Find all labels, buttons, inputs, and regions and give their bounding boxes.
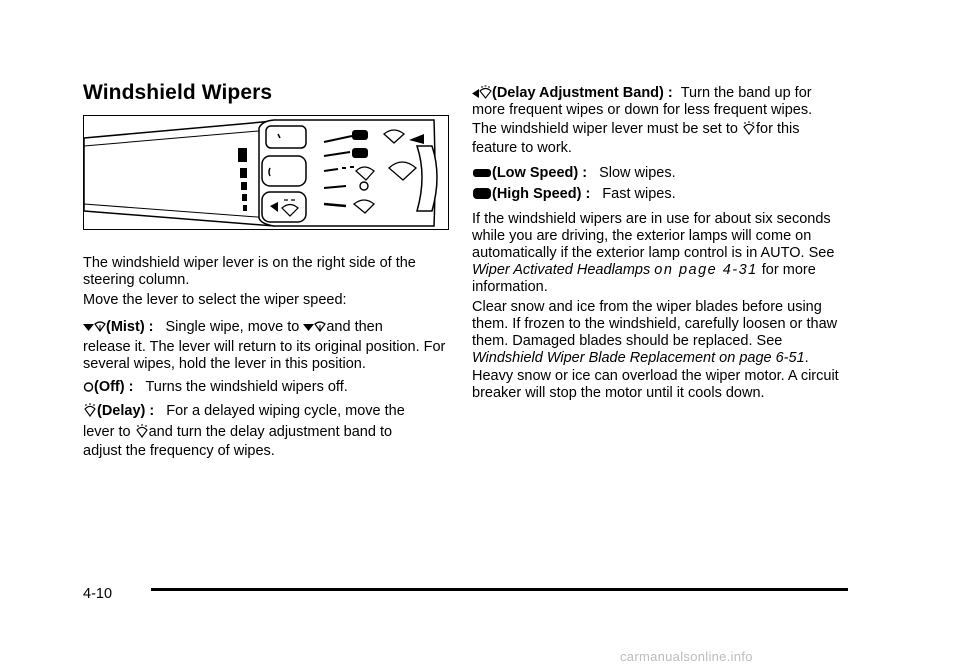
- delay-wiper-icon: [83, 403, 97, 422]
- low-speed-label: (Low Speed) :: [492, 165, 588, 181]
- delay-label: (Delay) :: [97, 403, 155, 419]
- band-text-b: more frequent wipes or down for less frequent wipes.: [472, 102, 813, 118]
- band-text-e: feature to work.: [472, 140, 572, 156]
- off-circle-icon: [83, 380, 94, 398]
- delay-wiper-icon-inline: [135, 424, 149, 443]
- mist-label: (Mist) :: [106, 319, 154, 335]
- mist-text-continued: release it. The lever will return to its original position. For several wipes, hold the lever in this position.: [83, 339, 446, 372]
- select-speed-paragraph: Move the lever to select the wiper speed:: [83, 292, 347, 308]
- delay-text-b: lever to: [83, 424, 131, 440]
- band-text-a: Turn the band up for: [680, 85, 812, 101]
- delay-item-line2: [83, 424, 451, 443]
- delay-item: [83, 403, 451, 422]
- band-label: (Delay Adjustment Band) :: [492, 85, 673, 101]
- snow-text: Clear snow and ice from the wiper blades before using them. If frozen to the windshield, carefully loosen or thaw them. Damaged blades should be replaced. See: [472, 299, 838, 349]
- high-speed-label: (High Speed) :: [492, 186, 591, 202]
- page-number: 4-10: [83, 586, 113, 602]
- heavy-snow-paragraph: Heavy snow or ice can overload the wiper motor. A circuit breaker will stop the motor until it cools down.: [472, 368, 839, 401]
- intro-paragraph: The windshield wiper lever is on the right side of the steering column.: [83, 255, 416, 288]
- band-note: [472, 121, 844, 140]
- off-label: (Off) :: [94, 379, 134, 395]
- auto-page-link[interactable]: on page 4-31: [654, 262, 758, 278]
- wiper-lever-drawing: [84, 116, 449, 230]
- auto-text: If the windshield wipers are in use for about six seconds while you are driving, the exterior lamps will come on automatically if the exterior lamp control is in AUTO.: [472, 211, 831, 261]
- low-speed-item: [472, 165, 844, 184]
- mist-wiper-icon: [94, 320, 106, 338]
- page-title: Windshield Wipers: [83, 81, 273, 104]
- off-item: [83, 379, 451, 398]
- band-text-c: The windshield wiper lever must be set to: [472, 121, 738, 137]
- delay-text-c: and turn the delay adjustment band to: [148, 424, 393, 440]
- auto-more: more information.: [472, 262, 816, 295]
- mist-wiper-icon-inline: [314, 320, 326, 338]
- blade-replacement-link[interactable]: Windshield Wiper Blade Replacement on page 6-51: [472, 350, 805, 366]
- mist-text-a: Single wipe, move to: [165, 319, 300, 335]
- off-text: Turns the windshield wipers off.: [145, 379, 348, 395]
- snow-end: .: [804, 350, 809, 366]
- high-speed-icon: [472, 187, 492, 205]
- auto-see: See: [808, 245, 835, 261]
- watermark: carmanualsonline.info: [620, 649, 753, 664]
- wiper-lever-illustration: [83, 115, 449, 230]
- low-speed-icon: [472, 167, 492, 184]
- mist-arrow-icon: [83, 321, 94, 338]
- mist-item: [83, 319, 451, 338]
- band-wiper-icon-inline: [742, 121, 756, 140]
- auto-for: for: [761, 262, 779, 278]
- low-speed-text: Slow wipes.: [599, 165, 676, 181]
- snow-ice-paragraph: [472, 299, 844, 367]
- mist-arrow-icon-inline: [303, 321, 314, 338]
- auto-ref-link[interactable]: Wiper Activated Headlamps: [472, 262, 651, 278]
- high-speed-item: [472, 186, 844, 205]
- band-text-d: for this: [756, 121, 800, 137]
- footer-rule: [151, 588, 848, 591]
- high-speed-text: Fast wipes.: [602, 186, 676, 202]
- auto-headlamps-paragraph: [472, 211, 844, 296]
- delay-text-a: For a delayed wiping cycle, move the: [166, 403, 405, 419]
- delay-text-d: adjust the frequency of wipes.: [83, 443, 275, 459]
- mist-text-b: and then: [326, 319, 383, 335]
